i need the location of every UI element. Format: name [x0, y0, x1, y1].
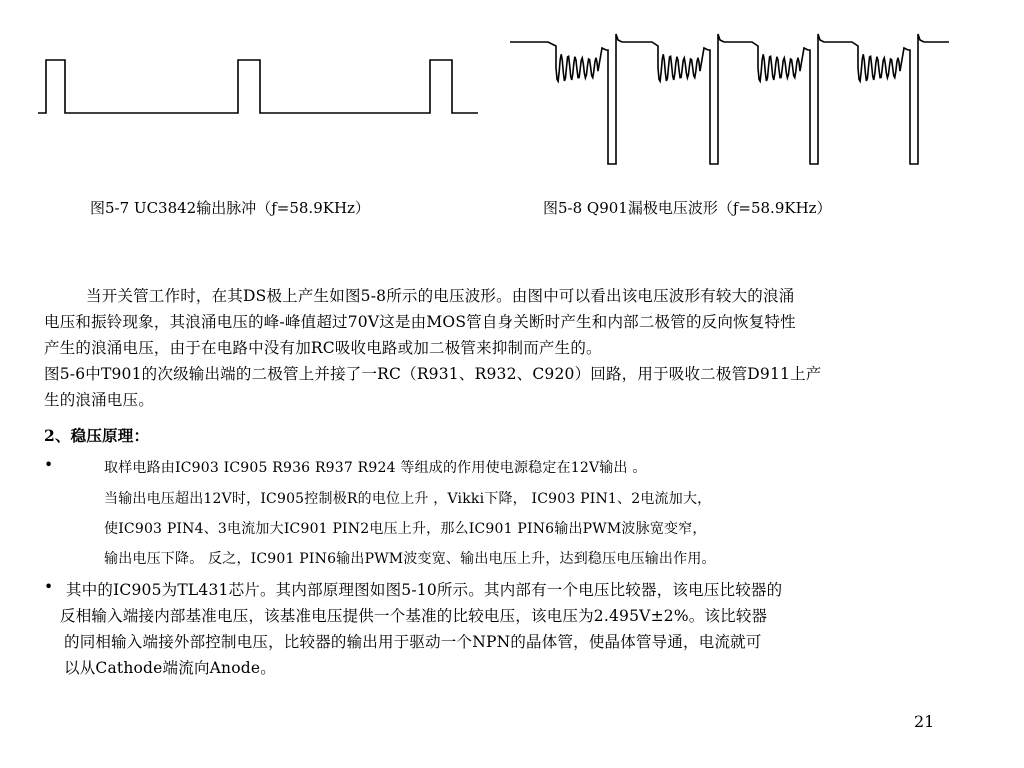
bullet-1-marker: •: [44, 456, 54, 474]
bullet-1-line-1: 取样电路由IC903 IC905 R936 R937 R924 等组成的作用使电源稳定在12V输出 。: [104, 460, 647, 476]
figure-5-7-caption: 图5-7 UC3842输出脉冲（ƒ=58.9KHz）: [90, 199, 370, 217]
figure-5-8-caption: 图5-8 Q901漏极电压波形（ƒ=58.9KHz）: [543, 199, 832, 217]
bullet-2-line-2: 反相输入端接内部基准电压，该基准电压提供一个基准的比较电压，该电压为2.495V±2%。该比较器: [60, 607, 768, 625]
bullet-1-line-2: 当输出电压超出12V时，IC905控制极R的电位上升 ，Vikki下降， IC903 PIN1、2电流加大，: [104, 491, 712, 507]
drain-voltage-trace: [510, 34, 949, 164]
paragraph-1-line-2: 电压和振铃现象，其浪涌电压的峰-峰值超过70V这是由MOS管自身关断时产生和内部二极管的反向恢复特性: [44, 313, 796, 331]
bullet-2-marker: •: [44, 578, 54, 596]
pulse-waveform-figure-5-7: [38, 48, 478, 128]
drain-voltage-waveform-figure-5-8: [510, 28, 960, 168]
bullet-2-line-4: 以从Cathode端流向Anode。: [64, 659, 276, 677]
paragraph-2-line-2: 生的浪涌电压。: [44, 391, 154, 409]
paragraph-1-line-3: 产生的浪涌电压，由于在电路中没有加RC吸收电路或加二极管来抑制而产生的。: [44, 339, 602, 357]
pulse-waveform-trace: [38, 60, 478, 113]
bullet-1-line-4: 输出电压下降。 反之，IC901 PIN6输出PWM波变宽、输出电压上升，达到稳压电压输出作用。: [104, 551, 716, 567]
bullet-2-line-3: 的同相输入端接外部控制电压，比较器的输出用于驱动一个NPN的晶体管，使晶体管导通，电流就可: [64, 633, 762, 651]
bullet-2-line-1: 其中的IC905为TL431芯片。其内部原理图如图5-10所示。其内部有一个电压比较器，该电压比较器的: [66, 581, 783, 599]
paragraph-1-line-1: 当开关管工作时，在其DS极上产生如图5-8所示的电压波形。由图中可以看出该电压波形有较大的浪涌: [86, 287, 795, 305]
bullet-1-line-3: 使IC903 PIN4、3电流加大IC901 PIN2电压上升，那么IC901 PIN6输出PWM波脉宽变窄，: [104, 521, 707, 537]
page-number: 21: [914, 712, 935, 731]
drain-voltage-trace-line: [510, 34, 949, 164]
section-heading: 2、稳压原理：: [44, 426, 150, 445]
paragraph-2-line-1: 图5-6中T901的次级输出端的二极管上并接了一RC（R931、R932、C920）回路，用于吸收二极管D911上产: [44, 365, 822, 383]
